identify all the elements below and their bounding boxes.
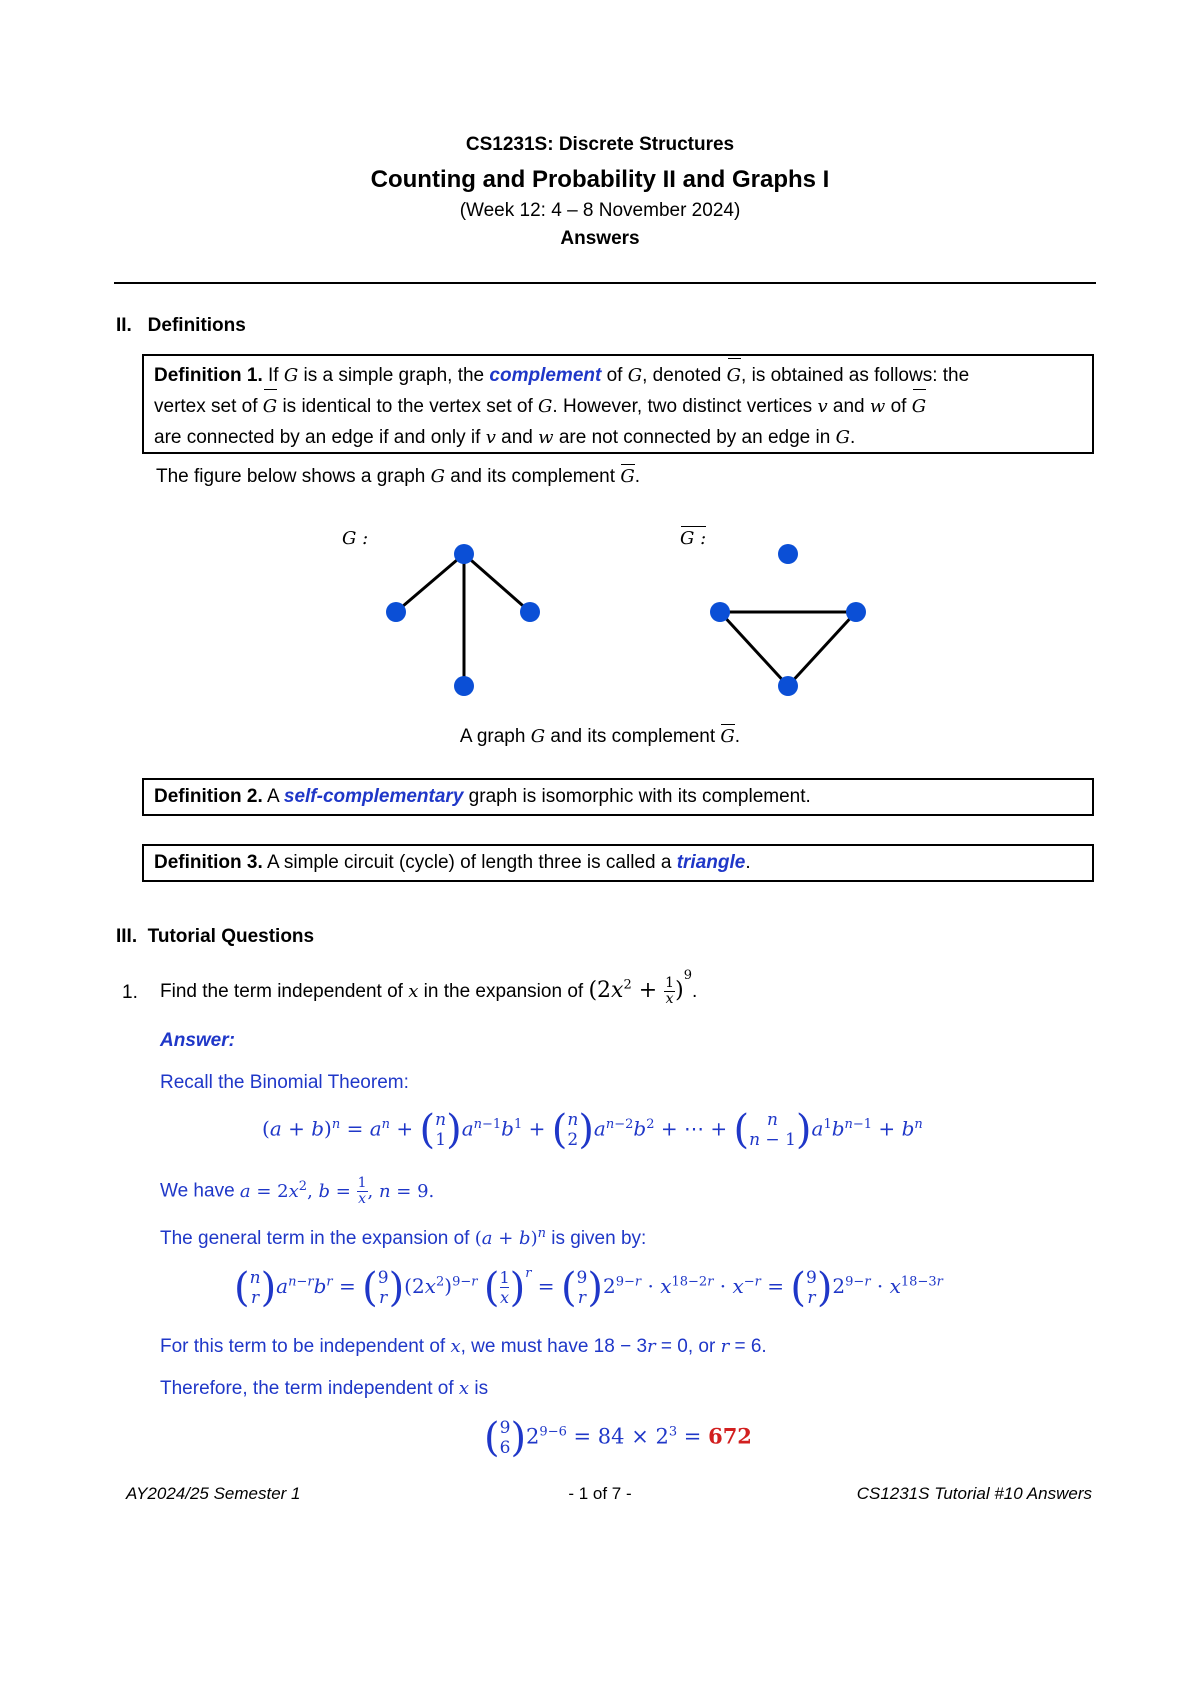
subtitle: Answers: [560, 228, 640, 249]
footer-semester: AY2024/25 Semester 1: [126, 1484, 301, 1503]
footer-document-name: CS1231S Tutorial #10 Answers: [856, 1484, 1092, 1503]
graph-complement: [700, 530, 880, 700]
section-tutorial-heading: III. Tutorial Questions: [116, 926, 315, 947]
definition-2-box: Definition 2. A self-complementary graph is isomorphic with its complement.: [142, 778, 1094, 816]
answer-label: Answer:: [160, 1030, 235, 1051]
graph-complement-vertex: [778, 676, 798, 696]
question-1-text: Find the term independent of x in the expansion of ($2x^2$ + $\frac{1}{x}$ )$^9$.: [160, 968, 698, 1007]
question-1-number: 1.: [122, 982, 138, 1003]
answer-recall: Recall the Binomial Theorem:: [160, 1072, 409, 1093]
graph-g-vertex: [520, 602, 540, 622]
figure-intro: The figure below shows a graph G and its complement G.: [156, 466, 640, 487]
definition-1-line-1: Definition 1. If G is a simple graph, the complement of G, denoted G, is obtained as follows: the: [154, 360, 1082, 391]
graph-complement-label: G :: [680, 528, 707, 549]
definition-term-complement: complement: [489, 365, 602, 386]
definition-term-triangle: triangle: [676, 852, 746, 873]
definition-1-line-2: vertex set of G is identical to the vertex set of G. However, two distinct vertices v and w of G: [154, 391, 1082, 422]
graph-g-vertex: [454, 544, 474, 564]
section-definitions-heading: II. Definitions: [116, 315, 246, 336]
graph-g: [370, 530, 550, 700]
general-term-equation: (n $r)a^{n-r}b^r = (9$ $r)(2x^2)^{9-r}$ (1 x)$^r$ = (9 $r)2^{9-r} \cdot x^{18-2r} \cdot x^{-r} = (9$ $r)2^{9-r} \cdot x^{18-3r}$: [234, 1264, 943, 1311]
graph-complement-edge: [720, 612, 788, 686]
week-range: (Week 12: 4 – 8 November 2024): [459, 200, 741, 221]
answer-therefore: Therefore, the term independent of x is: [160, 1378, 489, 1399]
graph-complement-vertex: [846, 602, 866, 622]
definition-1-line-3: are connected by an edge if and only if v and w are not connected by an edge in G.: [154, 427, 856, 448]
graph-g-label: G :: [342, 528, 369, 549]
footer-page-number: - 1 of 7 -: [568, 1484, 632, 1503]
definition-3-box: Definition 3. A simple circuit (cycle) of length three is called a triangle.: [142, 844, 1094, 882]
final-result-value: 672: [708, 1423, 752, 1449]
final-result-equation: (9 $6)2^{9-6} = 84 \times 2^3 = 672$: [484, 1415, 752, 1461]
binomial-theorem-equation: $(a + b)^n = a^n + (n$ $1)a^{n-1}b^1 + (n$ $2)a^{n-2}b^2$ + ⋯ + ( n $n - 1)a^1b^{n-1} + b^n$: [262, 1107, 923, 1153]
graph-g-vertex: [386, 602, 406, 622]
figure-caption: A graph G and its complement G.: [459, 726, 741, 747]
header-divider: [114, 282, 1096, 284]
graph-g-vertex: [454, 676, 474, 696]
graph-g-edge: [464, 554, 530, 612]
answer-general-term: The general term in the expansion of $(a + b)^n$ is given by:: [160, 1226, 647, 1249]
graph-complement-edge: [788, 612, 856, 686]
course-title: CS1231S: Discrete Structures: [465, 134, 735, 155]
graph-complement-vertex: [778, 544, 798, 564]
definition-term-self-complementary: self-complementary: [283, 786, 464, 807]
graph-complement-vertex: [710, 602, 730, 622]
answer-we-have: We have $a = 2x^2$, b = $\frac{1}{x}$ , n = 9.: [160, 1175, 435, 1207]
graph-g-edge: [396, 554, 464, 612]
definition-1-box: [142, 354, 1094, 454]
page-title: Counting and Probability II and Graphs I: [370, 166, 830, 193]
answer-independent-condition: For this term to be independent of x, we must have 18 − 3r = 0, or r = 6.: [160, 1336, 767, 1357]
